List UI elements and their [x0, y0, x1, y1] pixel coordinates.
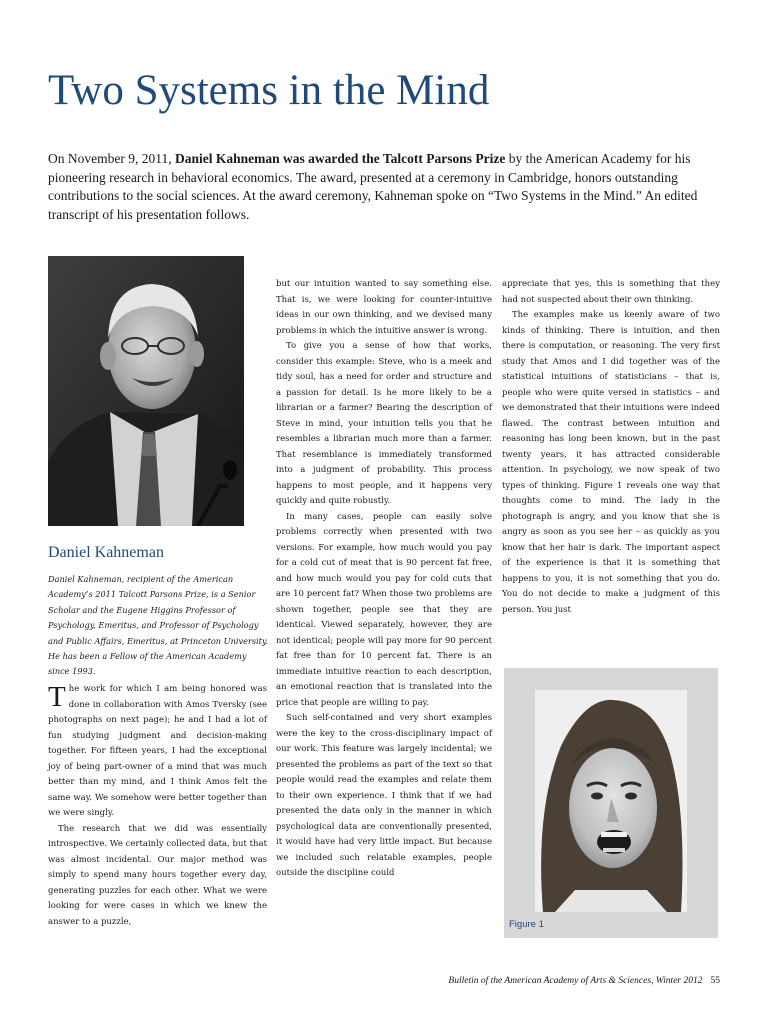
- body-column-3: [502, 277, 720, 658]
- body-paragraph: The examples make us keenly aware of two kinds of thinking. There is intuition, and then there is computation, or reasoning. The very first study that Amos and I did together was of the statistical intuitions of statisticians – that is, people who were quite versed in statistics – and we demonstrated that their intuitions were indeed flawed. The contrast between intuition and reasoning has long been known, but in the past twenty years, it has attracted considerable attention. In psychology, we now speak of two types of thinking. Figure 1 reveals one way that thoughts come to mind. The lady in the photograph is angry, and you know that she is angry as soon as you see her – as quickly as you know that her hair is dark. The important aspect of the experience is that it is something that happens to you, it is not something that you do. You do not decide to make a judgment of this person. You just: [502, 310, 720, 615]
- body-paragraph: To give you a sense of how that works, consider this example: Steve, who is a meek and tidy soul, has a need for order and structure and a passion for detail. Is he more likely to be a librarian or a farmer? Bearing the description of Steve in mind, your intuition tells you that he resembles a librarian much more than a farmer. That resemblance is immediately transformed into a judgment of probability. This process happens to most people, and it happens very quickly and quite robustly.: [276, 341, 492, 506]
- publication-name: Bulletin of the American Academy of Arts & Sciences, Winter 2012: [448, 976, 703, 986]
- body-paragraph: but our intuition wanted to say something else. That is, we were looking for counter-intuitive ideas in our own thinking, and we devised many problems in which the intuitive answer is wrong.: [276, 279, 492, 336]
- intro-rest: by the American Academy for his pioneering research in behavioral economics. The award, presented at a ceremony in Cambridge, honors outstanding contributions to the social sciences. At the award ceremony, Kahneman spoke on “Two Systems in the Mind.” An edited transcript of his presentation follows.: [48, 151, 698, 222]
- intro-lead: On November 9, 2011,: [48, 151, 175, 166]
- body-paragraph: Such self-contained and very short examples were the key to the cross-disciplinary impact of our work. This feature was largely incidental; we presented the problems as part of the text so that people would read the examples and relate them to their own experience. I think that if we had presented the data only in the manner in which psychological data are conventionally presented, it would have had very little impact. But because we included such relatable examples, people outside the discipline could: [276, 713, 492, 878]
- body-paragraph: In many cases, people can easily solve problems correctly when presented with two versions. For example, how much would you pay for a cold cut of meat that is 90 percent fat free, and how much would you pay for cold cuts that are 10 percent fat? When those two problems are shown together, people see that they are identical. Viewed separately, however, they are not identical; people will pay more for 90 percent fat free than for 10 percent fat. There is an immediate intuitive reaction to each description, an emotional reaction that is translated into the price that people are willing to pay.: [276, 511, 492, 708]
- paragraph-text: he work for which I am being honored was done in collaboration with Amos Tversky (see photographs on next page); he and I had a lot of fun studying judgment and decision-making together. For fifteen years, I had the exceptional joy of being part-owner of a mind that was much better than my mind, and I think Amos felt the same way. We somehow were better together than we were singly.: [48, 684, 267, 818]
- figure-1-photo: [535, 690, 687, 912]
- article-intro: [48, 150, 728, 224]
- page-number: 55: [710, 976, 720, 986]
- drop-cap: T: [48, 681, 66, 713]
- figure-caption: Figure 1: [509, 919, 544, 930]
- body-paragraph: The research that we did was essentially introspective. We certainly collected data, but that was almost incidental. Our major method was simply to spend many hours together every day, generating puzzles for each other. What we were looking for were cases in which we knew the answer to a puzzle,: [48, 823, 267, 927]
- article-title: Two Systems in the Mind: [48, 67, 490, 114]
- author-name: Daniel Kahneman: [48, 544, 164, 561]
- body-column-1: [48, 682, 267, 948]
- intro-highlight: Daniel Kahneman was awarded the Talcott Parsons Prize: [174, 151, 506, 166]
- body-column-2: [276, 277, 492, 948]
- page-footer: [448, 974, 720, 988]
- author-bio: Daniel Kahneman, recipient of the American Academy’s 2011 Talcott Parsons Prize, is a Senior Scholar and the Eugene Higgins Professor of Psychology, Emeritus, and Professor of Psychology and Public Affairs, Emeritus, at Princeton University. He has been a Fellow of the American Academy since 1993.: [48, 574, 269, 677]
- body-paragraph: [48, 682, 267, 822]
- kahneman-photo: [48, 256, 244, 526]
- body-paragraph: appreciate that yes, this is something that they had not suspected about their own thinking.: [502, 279, 720, 305]
